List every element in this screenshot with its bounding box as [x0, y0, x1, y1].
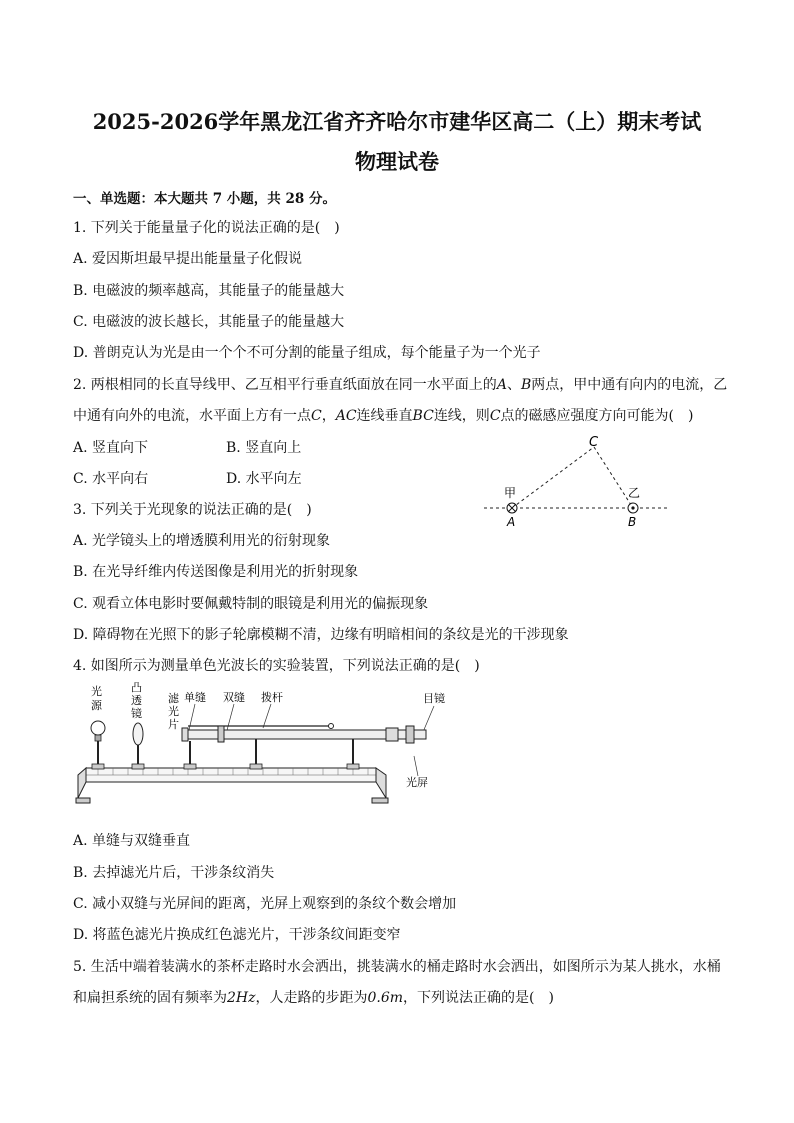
exam-title: 2025-2026学年黑龙江省齐齐哈尔市建华区高二（上）期末考试 [92, 109, 702, 134]
label-rod: 拨杆 [261, 691, 283, 704]
q2-text: 连线，则 [433, 408, 490, 424]
q3-option-a: A. 光学镜头上的增透膜利用光的衍射现象 [73, 533, 331, 549]
q3-option-c: C. 观看立体电影时要佩戴特制的眼镜是利用光的偏振现象 [73, 596, 429, 612]
q1-option-a: A. 爱因斯坦最早提出能量量子化假说 [73, 251, 303, 267]
fig-label-jia: 甲 [504, 486, 517, 500]
label-double-slit: 双缝 [223, 691, 245, 704]
bulb-icon [91, 721, 105, 769]
q2-option-b: B. 竖直向上 [226, 440, 302, 456]
fig-label-a: A [507, 515, 516, 529]
q1-option-b: B. 电磁波的频率越高，其能量子的能量越大 [73, 283, 345, 299]
exam-subtitle: 物理试卷 [355, 149, 439, 174]
dot-circle-icon [628, 503, 638, 513]
q4-option-a: A. 单缝与双缝垂直 [73, 833, 191, 849]
label-single-slit: 单缝 [184, 691, 206, 704]
q2-text: 两点，甲中通有向内的电流，乙 [531, 377, 728, 393]
label-lens: 透 [131, 694, 142, 707]
q2-option-d: D. 水平向左 [226, 471, 302, 487]
q2-text: ， [321, 408, 336, 424]
q5-text: 和扁担系统的固有频率为 [73, 990, 227, 1006]
point-a-label: A [496, 377, 507, 393]
lens-icon [132, 723, 144, 769]
label-light-source: 光 [91, 685, 102, 698]
label-filter: 片 [168, 718, 179, 731]
label-screen: 光屏 [406, 776, 428, 789]
q3-stem: 3. 下列关于光现象的说法正确的是( ) [73, 502, 312, 518]
q3-option-d: D. 障碍物在光照下的影子轮廓模糊不清，边缘有明暗相间的条纹是光的干涉现象 [73, 627, 569, 643]
point-c-label: C [311, 408, 322, 424]
q2-option-c: C. 水平向右 [73, 471, 149, 487]
q4-apparatus-figure [68, 680, 445, 825]
point-c-label: C [489, 408, 501, 424]
q4-option-b: B. 去掉滤光片后，干涉条纹消失 [73, 865, 275, 881]
cross-circle-icon [507, 503, 517, 513]
q5-stem-line2 [73, 987, 554, 1007]
q2-stem-line2 [73, 405, 693, 425]
frequency-value: 2Hz [227, 990, 256, 1006]
label-lens: 凸 [131, 681, 142, 694]
label-filter: 光 [168, 705, 179, 718]
section-heading: 一、单选题：本大题共 7 小题，共 28 分。 [73, 191, 336, 207]
q2-stem-line1 [73, 374, 727, 394]
q1-option-d: D. 普朗克认为光是由一个个不可分割的能量子组成，每个能量子为一个光子 [73, 345, 541, 361]
label-light-source: 源 [91, 699, 102, 712]
q2-text: 连线垂直 [356, 408, 413, 424]
q2-figure [478, 428, 678, 532]
point-b-label: B [520, 377, 532, 393]
q2-text: 、 [506, 377, 521, 393]
q5-stem-line1: 5. 生活中端着装满水的茶杯走路时水会洒出，挑装满水的桶走路时水会洒出，如图所示为某人挑水，水桶 [73, 959, 721, 975]
q4-option-c: C. 减小双缝与光屏间的距离，光屏上观察到的条纹个数会增加 [73, 896, 457, 912]
line-ac-label: AC [335, 408, 357, 424]
fig-label-c: C [589, 435, 599, 450]
label-filter: 滤 [168, 692, 179, 705]
q1-option-c: C. 电磁波的波长越长，其能量子的能量越大 [73, 314, 345, 330]
q2-text: 中通有向外的电流，水平面上方有一点 [73, 408, 311, 424]
line-bc-label: BC [412, 408, 434, 424]
fig-label-b: B [628, 515, 637, 529]
step-length-value: 0.6m [367, 990, 404, 1006]
label-lens: 镜 [131, 707, 142, 720]
label-eyepiece: 目镜 [423, 692, 445, 705]
q1-stem: 1. 下列关于能量量子化的说法正确的是( ) [73, 220, 340, 236]
fig-label-yi: 乙 [628, 486, 641, 500]
q2-option-a: A. 竖直向下 [73, 440, 149, 456]
q4-option-d: D. 将蓝色滤光片换成红色滤光片，干涉条纹间距变窄 [73, 927, 401, 943]
q5-text: ，人走路的步距为 [255, 990, 368, 1006]
q5-text: ，下列说法正确的是( ) [403, 990, 554, 1006]
q2-text: 点的磁感应强度方向可能为( ) [500, 408, 694, 424]
q4-stem: 4. 如图所示为测量单色光波长的实验装置，下列说法正确的是( ) [73, 658, 480, 674]
q2-text: 2. 两根相同的长直导线甲、乙互相平行垂直纸面放在同一水平面上的 [73, 377, 497, 393]
q3-option-b: B. 在光导纤维内传送图像是利用光的折射现象 [73, 564, 359, 580]
